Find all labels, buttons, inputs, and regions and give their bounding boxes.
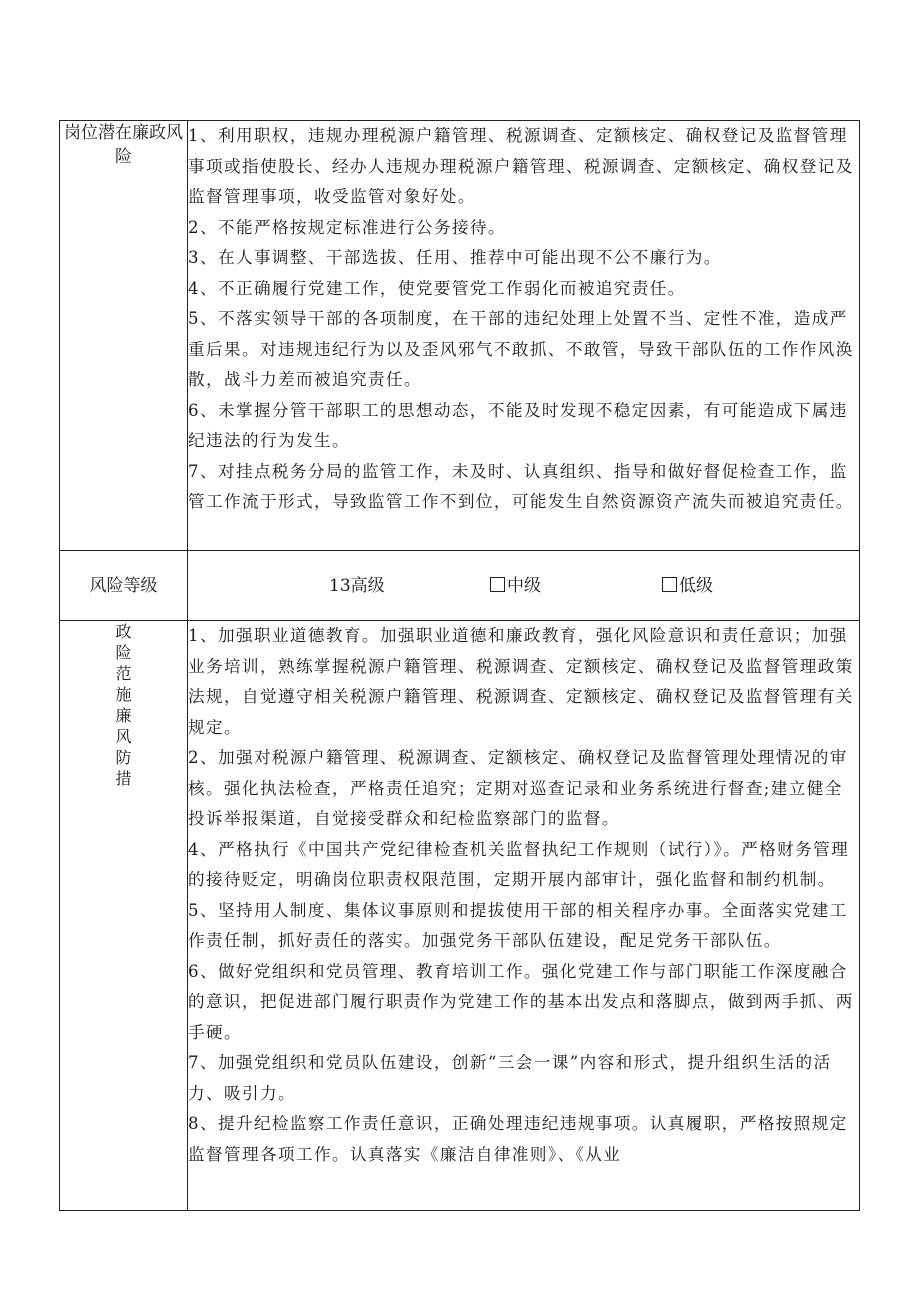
risk-item: 7、对挂点税务分局的监管工作，未及时、认真组织、指导和做好督促检查工作，监管工作流于形式，导致监管工作不到位，可能发生自然资源资产流失而被追究责任。: [188, 461, 854, 511]
measure-item: 5、坚持用人制度、集体议事原则和提拔使用干部的相关程序办事。全面落实党建工作责任制，抓好责任的落实。加强党务干部队伍建设，配足党务干部队伍。: [188, 900, 848, 950]
level-medium-label: 中级: [507, 575, 541, 596]
level-medium-option[interactable]: [490, 574, 541, 598]
checkbox-medium[interactable]: [490, 577, 505, 592]
level-low-label: 低级: [679, 575, 713, 596]
risk-item: 3、在人事调整、干部选拔、任用、推荐中可能出现不公不廉行为。: [188, 248, 722, 267]
measure-label: [60, 621, 188, 1211]
measure-label-char: 风: [115, 727, 132, 746]
level-options: [188, 551, 860, 621]
risk-item: 6、未掌握分管干部职工的思想动态，不能及时发现不稳定因素，有可能造成下属违纪违法的行为发生。: [188, 400, 848, 450]
checkbox-low[interactable]: [662, 577, 677, 592]
measure-item: 6、做好党组织和党员管理、教育培训工作。强化党建工作与部门职能工作深度融合的意识，把促进部门履行职责作为党建工作的基本出发点和落脚点，做到两手抓、两手硬。: [188, 961, 854, 1042]
measure-item: 8、提升纪检监察工作责任意识，正确处理违纪违规事项。认真履职，严格按照规定监督管理各项工作。认真落实《廉洁自律准则》、《从业: [188, 1114, 848, 1164]
measure-label-char: 政: [115, 622, 132, 641]
level-row: [60, 551, 860, 621]
measure-item: 7、加强党组织和党员队伍建设，创新“三会一课”内容和形式，提升组织生活的活力、吸引力。: [188, 1053, 832, 1103]
risk-label: 岗位潜在廉政风险: [60, 121, 188, 551]
level-label: 风险等级: [60, 551, 188, 621]
level-high: 13高级: [329, 575, 385, 596]
measure-item: 4、严格执行《中国共产党纪律检查机关监督执纪工作规则（试行）》。严格财务管理的接待贬定，明确岗位职责权限范围，定期开展内部审计，强化监督和制约机制。: [188, 839, 850, 889]
level-low-option[interactable]: [662, 574, 713, 598]
measure-label-char: 险: [115, 643, 132, 662]
measure-label-char: 范: [115, 664, 132, 683]
measure-label-char: 施: [115, 685, 132, 704]
measure-item: 1、加强职业道德教育。加强职业道德和廉政教育，强化风险意识和责任意识；加强业务培训，熟练掌握税源户籍管理、税源调查、定额核定、确权登记及监督管理政策法规，自觉遵守相关税源户籍管理、税源调查、定额核定、确权登记及监督管理有关规定。: [188, 626, 854, 737]
risk-item: 5、不落实领导干部的各项制度，在干部的违纪处理上处置不当、定性不准，造成严重后果。对违规违纪行为以及歪风邪气不敢抓、不敢管，导致干部队伍的工作作风涣散，战斗力差而被追究责任。: [188, 309, 854, 389]
measure-label-char: 防: [115, 748, 132, 767]
risk-item: 1、利用职权，违规办理税源户籍管理、税源调查、定额核定、确权登记及监督管理事项或指使股长、经办人违规办理税源户籍管理、税源调查、定额核定、确权登记及监督管理事项，收受监管对象好处。: [188, 126, 854, 206]
measure-label-char: 措: [115, 769, 132, 788]
measure-label-char: 廉: [115, 706, 132, 725]
risk-row: [60, 121, 860, 551]
risk-item: 4、不正确履行党建工作，使党要管党工作弱化而被追究责任。: [188, 278, 686, 298]
risk-content: [188, 121, 860, 551]
measure-row: [60, 621, 860, 1211]
risk-item: 2、不能严格按规定标准进行公务接待。: [188, 217, 506, 237]
risk-form-table: [59, 120, 860, 1211]
measure-item: 2、加强对税源户籍管理、税源调查、定额核定、确权登记及监督管理处理情况的审核。强化执法检查，严格责任追究；定期对巡查记录和业务系统进行督查;建立健全投诉举报渠道，自觉接受群众和纪检监察部门的监督。: [188, 748, 848, 828]
measure-content: [188, 621, 860, 1211]
